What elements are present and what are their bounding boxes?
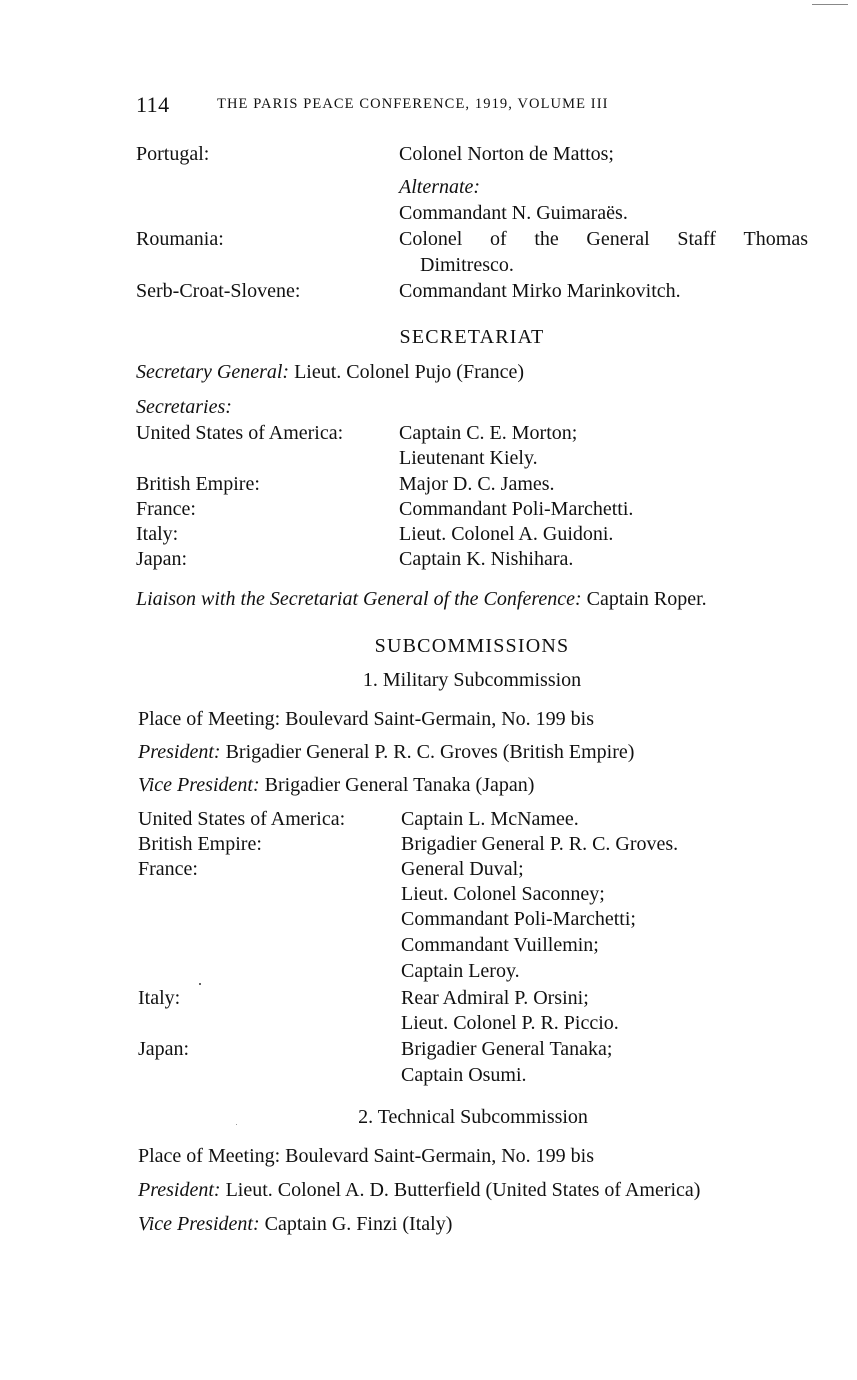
liaison-name: Captain Roper. xyxy=(586,588,707,610)
member-name: Brigadier General P. R. C. Groves. xyxy=(401,833,679,855)
president-name: Lieut. Colonel A. D. Butterfield (United States of America) xyxy=(225,1179,701,1201)
top-rule xyxy=(812,4,848,5)
word: Thomas xyxy=(743,228,808,250)
country-label: British Empire: xyxy=(138,833,262,855)
delegate-name: Colonel Norton de Mattos; xyxy=(399,143,614,165)
word: General xyxy=(586,228,650,250)
section-heading-secretariat: SECRETARIAT xyxy=(399,326,545,348)
word: the xyxy=(534,228,559,250)
president-line xyxy=(138,1178,700,1202)
delegate-name-justified xyxy=(399,227,808,251)
liaison-line xyxy=(136,587,707,611)
member-name: Lieut. Colonel Saconney; xyxy=(401,883,605,905)
secretary-general-line xyxy=(136,360,524,384)
vice-president-name: Captain G. Finzi (Italy) xyxy=(264,1213,453,1235)
country-label: Italy: xyxy=(136,523,179,545)
liaison-label: Liaison with the Secretariat General of the Conference: xyxy=(136,588,582,610)
delegate-name: Commandant N. Guimaraës. xyxy=(399,202,628,224)
place-of-meeting: Place of Meeting: Boulevard Saint-Germain, No. 199 bis xyxy=(138,1145,595,1167)
country-label: France: xyxy=(136,498,196,520)
secretary-name: Lieut. Colonel A. Guidoni. xyxy=(399,523,614,545)
place-of-meeting: Place of Meeting: Boulevard Saint-Germain, No. 199 bis xyxy=(138,708,595,730)
alternate-label: Alternate: xyxy=(399,176,481,198)
member-name: Commandant Vuillemin; xyxy=(401,934,599,956)
country-label: Japan: xyxy=(136,548,188,570)
delegate-name: Commandant Mirko Marinkovitch. xyxy=(399,280,681,302)
subcommission-title: 1. Military Subcommission xyxy=(362,669,582,691)
print-speck xyxy=(199,983,201,985)
vice-president-line xyxy=(138,1212,452,1236)
member-name: Captain Osumi. xyxy=(401,1064,527,1086)
country-label: Japan: xyxy=(138,1038,190,1060)
secretary-name: Commandant Poli-Marchetti. xyxy=(399,498,634,520)
secretary-name: Lieutenant Kiely. xyxy=(399,447,538,469)
delegate-name-continued: Dimitresco. xyxy=(420,254,514,276)
country-label: United States of America: xyxy=(138,808,346,830)
president-line xyxy=(138,740,634,764)
country-label: Serb-Croat-Slovene: xyxy=(136,280,301,302)
word: Staff xyxy=(677,228,716,250)
secretary-name: Captain K. Nishihara. xyxy=(399,548,574,570)
member-name: Lieut. Colonel P. R. Piccio. xyxy=(401,1012,619,1034)
country-label: Italy: xyxy=(138,987,181,1009)
secretary-general-name: Lieut. Colonel Pujo (France) xyxy=(294,361,525,383)
country-label: Roumania: xyxy=(136,228,224,250)
vice-president-line xyxy=(138,773,534,797)
running-title: THE PARIS PEACE CONFERENCE, 1919, VOLUME III xyxy=(217,96,609,112)
word: Colonel xyxy=(399,228,463,250)
president-name: Brigadier General P. R. C. Groves (British Empire) xyxy=(225,741,635,763)
vice-president-label: Vice President: xyxy=(138,774,260,796)
section-heading-subcommissions: SUBCOMMISSIONS xyxy=(374,635,570,657)
secretaries-label: Secretaries: xyxy=(136,396,232,418)
president-label: President: xyxy=(138,1179,221,1201)
member-name: Brigadier General Tanaka; xyxy=(401,1038,613,1060)
page-header xyxy=(136,92,609,118)
subcommission-title: 2. Technical Subcommission xyxy=(358,1106,588,1128)
member-name: Rear Admiral P. Orsini; xyxy=(401,987,589,1009)
country-label: Portugal: xyxy=(136,143,210,165)
member-name: Captain L. McNamee. xyxy=(401,808,579,830)
member-name: Captain Leroy. xyxy=(401,960,520,982)
country-label: United States of America: xyxy=(136,422,344,444)
member-name: General Duval; xyxy=(401,858,524,880)
vice-president-label: Vice President: xyxy=(138,1213,260,1235)
secretary-general-label: Secretary General: xyxy=(136,361,290,383)
country-label: British Empire: xyxy=(136,473,260,495)
member-name: Commandant Poli-Marchetti; xyxy=(401,908,636,930)
page-number: 114 xyxy=(136,92,170,117)
president-label: President: xyxy=(138,741,221,763)
secretary-name: Captain C. E. Morton; xyxy=(399,422,578,444)
word: of xyxy=(490,228,507,250)
secretary-name: Major D. C. James. xyxy=(399,473,555,495)
country-label: France: xyxy=(138,858,198,880)
vice-president-name: Brigadier General Tanaka (Japan) xyxy=(264,774,535,796)
